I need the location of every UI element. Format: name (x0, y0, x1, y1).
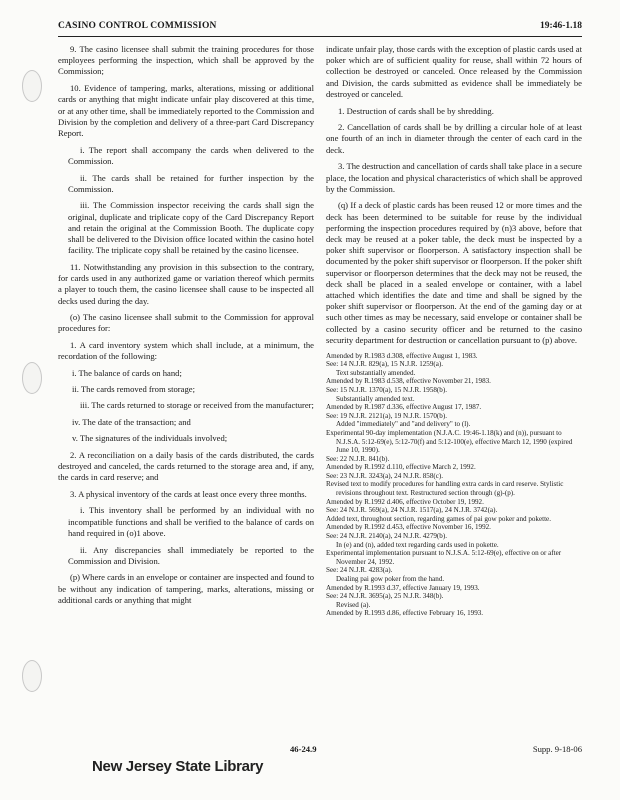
paragraph: (p) Where cards in an envelope or container are inspected and found to be without any indication of tampering, marks, alterations, missing or additional cards or anything that might (58, 572, 314, 605)
left-column (58, 44, 314, 612)
history-note: See: 24 N.J.R. 4283(a). (326, 566, 393, 575)
history-note: Amended by R.1992 d.453, effective November 16, 1992. (326, 523, 491, 532)
paragraph: iv. The date of the transaction; and (72, 417, 191, 428)
history-note: Amended by R.1993 d.86, effective February 16, 1993. (326, 609, 484, 618)
paragraph: 3. A physical inventory of the cards at least once every three months. (70, 488, 307, 499)
history-note: See: 24 N.J.R. 3695(a), 25 N.J.R. 348(b). (326, 592, 444, 601)
paragraph: 3. The destruction and cancellation of cards shall take place in a secure place, the location and physical characteristics of which shall be approved by the Commission. (326, 161, 582, 194)
history-note: See: 24 N.J.R. 2140(a), 24 N.J.R. 4279(b). (326, 532, 447, 541)
paragraph: 10. Evidence of tampering, marks, alterations, missing or additional cards or anything that might indicate unfair play discovered at this time, or at any other time, shall be immediately reported to the Commission and Division by the completion and delivery of a three-part Card Discrepancy Report. (58, 83, 314, 138)
header-title: CASINO CONTROL COMMISSION (58, 21, 217, 31)
history-note: Amended by R.1993 d.37, effective January 19, 1993. (326, 583, 480, 592)
paragraph: i. The report shall accompany the cards when delivered to the Commission. (68, 144, 314, 166)
history-note: Added "immediately" and "and delivery" to (l). (336, 420, 471, 429)
binder-hole-middle (22, 362, 42, 394)
paragraph: ii. Any discrepancies shall immediately be reported to the Commission and Division. (68, 544, 314, 566)
paragraph: (o) The casino licensee shall submit to the Commission for approval procedures for: (58, 312, 314, 334)
paragraph: iii. The cards returned to storage or received from the manufacturer; (80, 400, 314, 411)
paragraph: 1. A card inventory system which shall include, at a minimum, the recordation of the following: (58, 340, 314, 362)
history-note: Amended by R.1987 d.336, effective August 17, 1987. (326, 403, 482, 412)
paragraph: 2. A reconciliation on a daily basis of the cards distributed, the cards destroyed and canceled, the cards returned to the storage area and, if any, the cards in card reserve; and (58, 449, 314, 482)
history-note: See: 24 N.J.R. 569(a), 24 N.J.R. 1517(a), 24 N.J.R. 3742(a). (326, 506, 498, 515)
history-note: See: 19 N.J.R. 2121(a), 19 N.J.R. 1570(b). (326, 411, 447, 420)
running-header (58, 21, 582, 35)
paragraph: iii. The Commission inspector receiving the cards shall sign the original, duplicate and triplicate copy of the Card Discrepancy Report and retain the original at the Commission Booth. The duplicate copy shall be delivered to the Division office located within the casino hotel facility. The triplicate copy shall be retained by the casino licensee. (68, 200, 314, 256)
history-notes (326, 352, 582, 618)
history-note: Revised text to modify procedures for handling extra cards in card reserve. Stylistic revisions throughout text. Restructured section through (g)-(p). (326, 480, 564, 498)
paragraph: 9. The casino licensee shall submit the training procedures for those employees performing the inspection, which shall be approved by the Commission; (58, 44, 314, 77)
paragraph: indicate unfair play, those cards with the exception of plastic cards used at poker which are of sufficient quality for reuse, shall within 72 hours of collection be destroyed or canceled. Once released by the Commission and Division, the cards submitted as evidence shall be immediately be destroyed or canceled. (326, 44, 582, 99)
paragraph: ii. The cards shall be retained for further inspection by the Commission. (68, 172, 314, 194)
header-section-number: 19:46-1.18 (540, 21, 582, 31)
paragraph: i. This inventory shall be performed by an individual with no incompatible functions and shall be verified to the balance of cards on hand required in (o)1 above. (68, 505, 314, 538)
paragraph: 1. Destruction of cards shall be by shredding. (338, 105, 494, 116)
right-column (326, 44, 582, 618)
history-note: See: 23 N.J.R. 3243(a), 24 N.J.R. 858(c). (326, 471, 444, 480)
paragraph: 11. Notwithstanding any provision in this subsection to the contrary, for cards used in any authorized game or variation thereof which permits a player to touch them, the casino licensee shall cause to be inspected all decks used during the day. (58, 261, 314, 306)
library-stamp: New Jersey State Library (92, 758, 264, 775)
header-rule (58, 36, 582, 37)
supplement-date: Supp. 9-18-06 (532, 744, 582, 754)
history-note: Dealing pai gow poker from the hand. (336, 575, 445, 584)
history-note: Amended by R.1992 d.406, effective October 19, 1992. (326, 497, 484, 506)
history-note: See: 15 N.J.R. 1370(a), 15 N.J.R. 1958(b). (326, 385, 447, 394)
paragraph: (q) If a deck of plastic cards has been reused 12 or more times and the deck has been determined to be suitable for reuse by the individual performing the inspection procedures required by (n)3 above, before that deck may be reused at a poker table, the deck must be inspected by a poker shift supervisor or floorperson. A satisfactory inspection shall be documented by the poker shift supervisor or floorperson. If the poker shift supervisor or floorperson determines that the deck may not be reused, the deck shall be placed in a sealed envelope or container, with a label attached which identifies the date and time and shall be signed by the poker shift supervisor or floorperson. At the end of the gaming day or at such other times as may be necessary, said envelope or container shall be collected by a casino security officer and be returned to the casino security department for destruction or cancellation pursuant to (p) above. (326, 200, 582, 345)
paragraph: 2. Cancellation of cards shall be by drilling a circular hole of at least one fourth of an inch in diameter through the center of each card in the deck. (326, 122, 582, 155)
binder-hole-top (22, 70, 42, 102)
history-note: Experimental implementation pursuant to N.J.S.A. 5:12-69(e), effective on or after November 24, 1992. (326, 549, 562, 566)
history-note: See: 14 N.J.R. 829(a), 15 N.J.R. 1259(a). (326, 360, 444, 369)
history-note: Revised (a). (336, 600, 371, 609)
history-note: Text substantially amended. (336, 368, 416, 377)
history-note: Amended by R.1983 d.538, effective November 21, 1983. (326, 377, 491, 386)
history-note: Amended by R.1983 d.308, effective August 1, 1983. (326, 351, 478, 360)
history-note: Added text, throughout section, regarding games of pai gow poker and pokette. (326, 514, 551, 523)
page-number: 46-24.9 (290, 744, 317, 754)
binder-hole-bottom (22, 660, 42, 692)
history-note: Amended by R.1992 d.110, effective March 2, 1992. (326, 463, 476, 472)
history-note: Experimental 90-day implementation (N.J.A.C. 19:46-1.18(k) and (n)), pursuant to N.J.S.A. 5:12-69(e), 5:12-70(f) and 5:12-100(e), effective March 12, 1990 (expired June 10, 1990). (326, 428, 573, 455)
paragraph: v. The signatures of the individuals involved; (72, 433, 228, 444)
paragraph: ii. The cards removed from storage; (72, 384, 195, 395)
history-note: See: 22 N.J.R. 841(b). (326, 454, 390, 463)
history-note: Substantially amended text. (336, 394, 415, 403)
paragraph: i. The balance of cards on hand; (72, 368, 182, 379)
history-note: In (e) and (n), added text regarding cards used in pokette. (336, 540, 499, 549)
